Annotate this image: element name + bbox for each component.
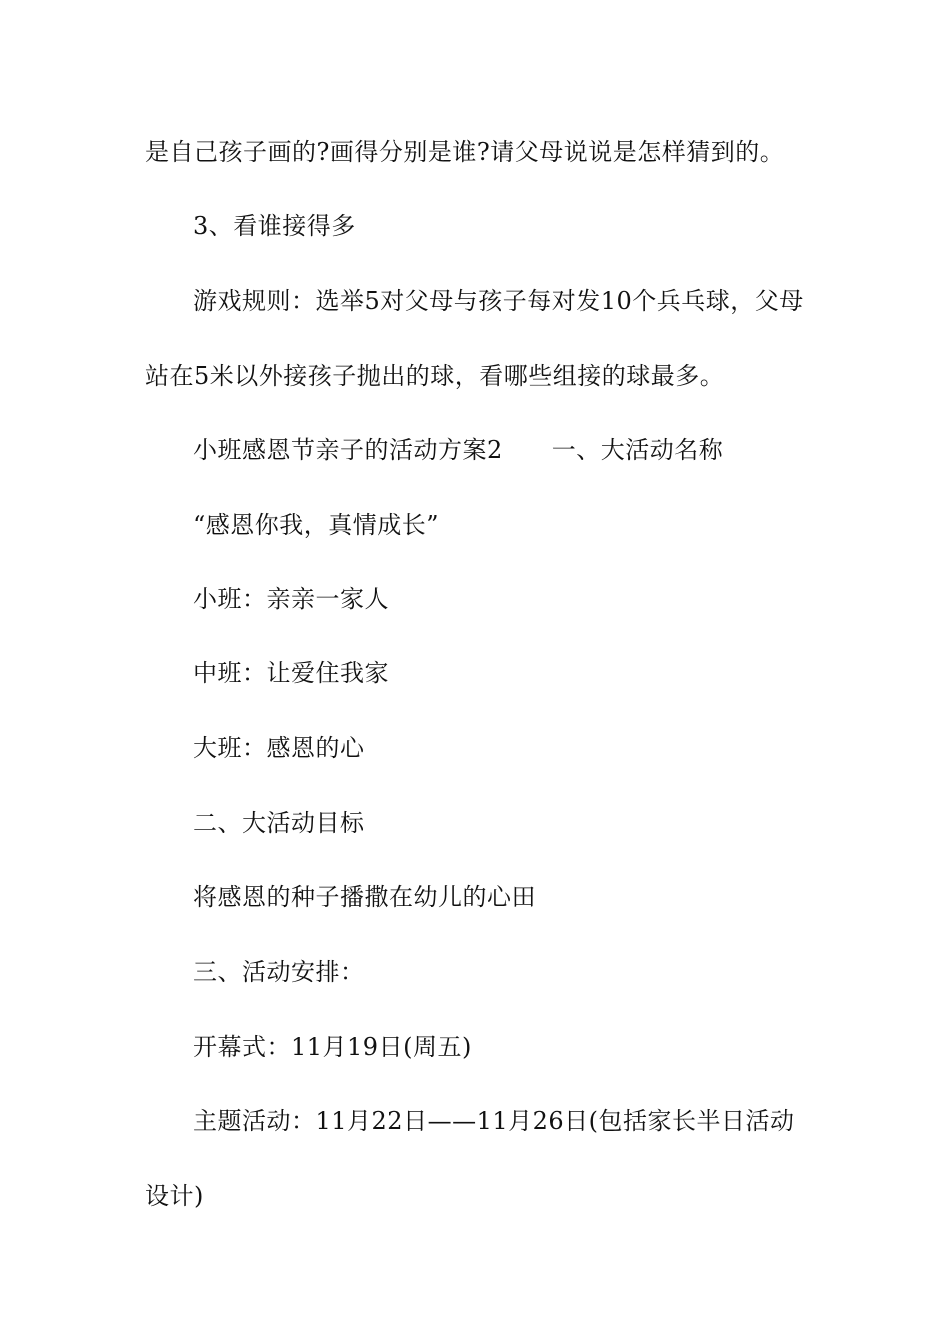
paragraph-continuation: 是自己孩子画的?画得分别是谁?请父母说说是怎样猜到的。 (145, 138, 785, 166)
schedule-theme-activities-line-2: 设计) (145, 1182, 204, 1210)
large-class-theme: 大班：感恩的心 (193, 734, 365, 762)
game-rules-line-2: 站在5米以外接孩子抛出的球，看哪些组接的球最多。 (145, 362, 725, 390)
schedule-theme-activities-line-1: 主题活动：11月22日——11月26日(包括家长半日活动 (193, 1107, 795, 1135)
goal-text: 将感恩的种子播撒在幼儿的心田 (193, 883, 536, 911)
game-rules-line-1: 游戏规则：选举5对父母与孩子每对发10个兵乓球，父母 (193, 287, 804, 315)
middle-class-theme: 中班：让爱住我家 (193, 659, 389, 687)
schedule-opening: 开幕式：11月19日(周五) (193, 1033, 472, 1061)
section-heading-game-3: 3、看谁接得多 (193, 212, 356, 240)
plan-title-heading: 小班感恩节亲子的活动方案2 一、大活动名称 (193, 436, 724, 464)
small-class-theme: 小班：亲亲一家人 (193, 585, 389, 613)
activity-name: “感恩你我，真情成长” (193, 511, 440, 539)
section-heading-goals: 二、大活动目标 (193, 809, 365, 837)
section-heading-schedule: 三、活动安排： (193, 958, 365, 986)
